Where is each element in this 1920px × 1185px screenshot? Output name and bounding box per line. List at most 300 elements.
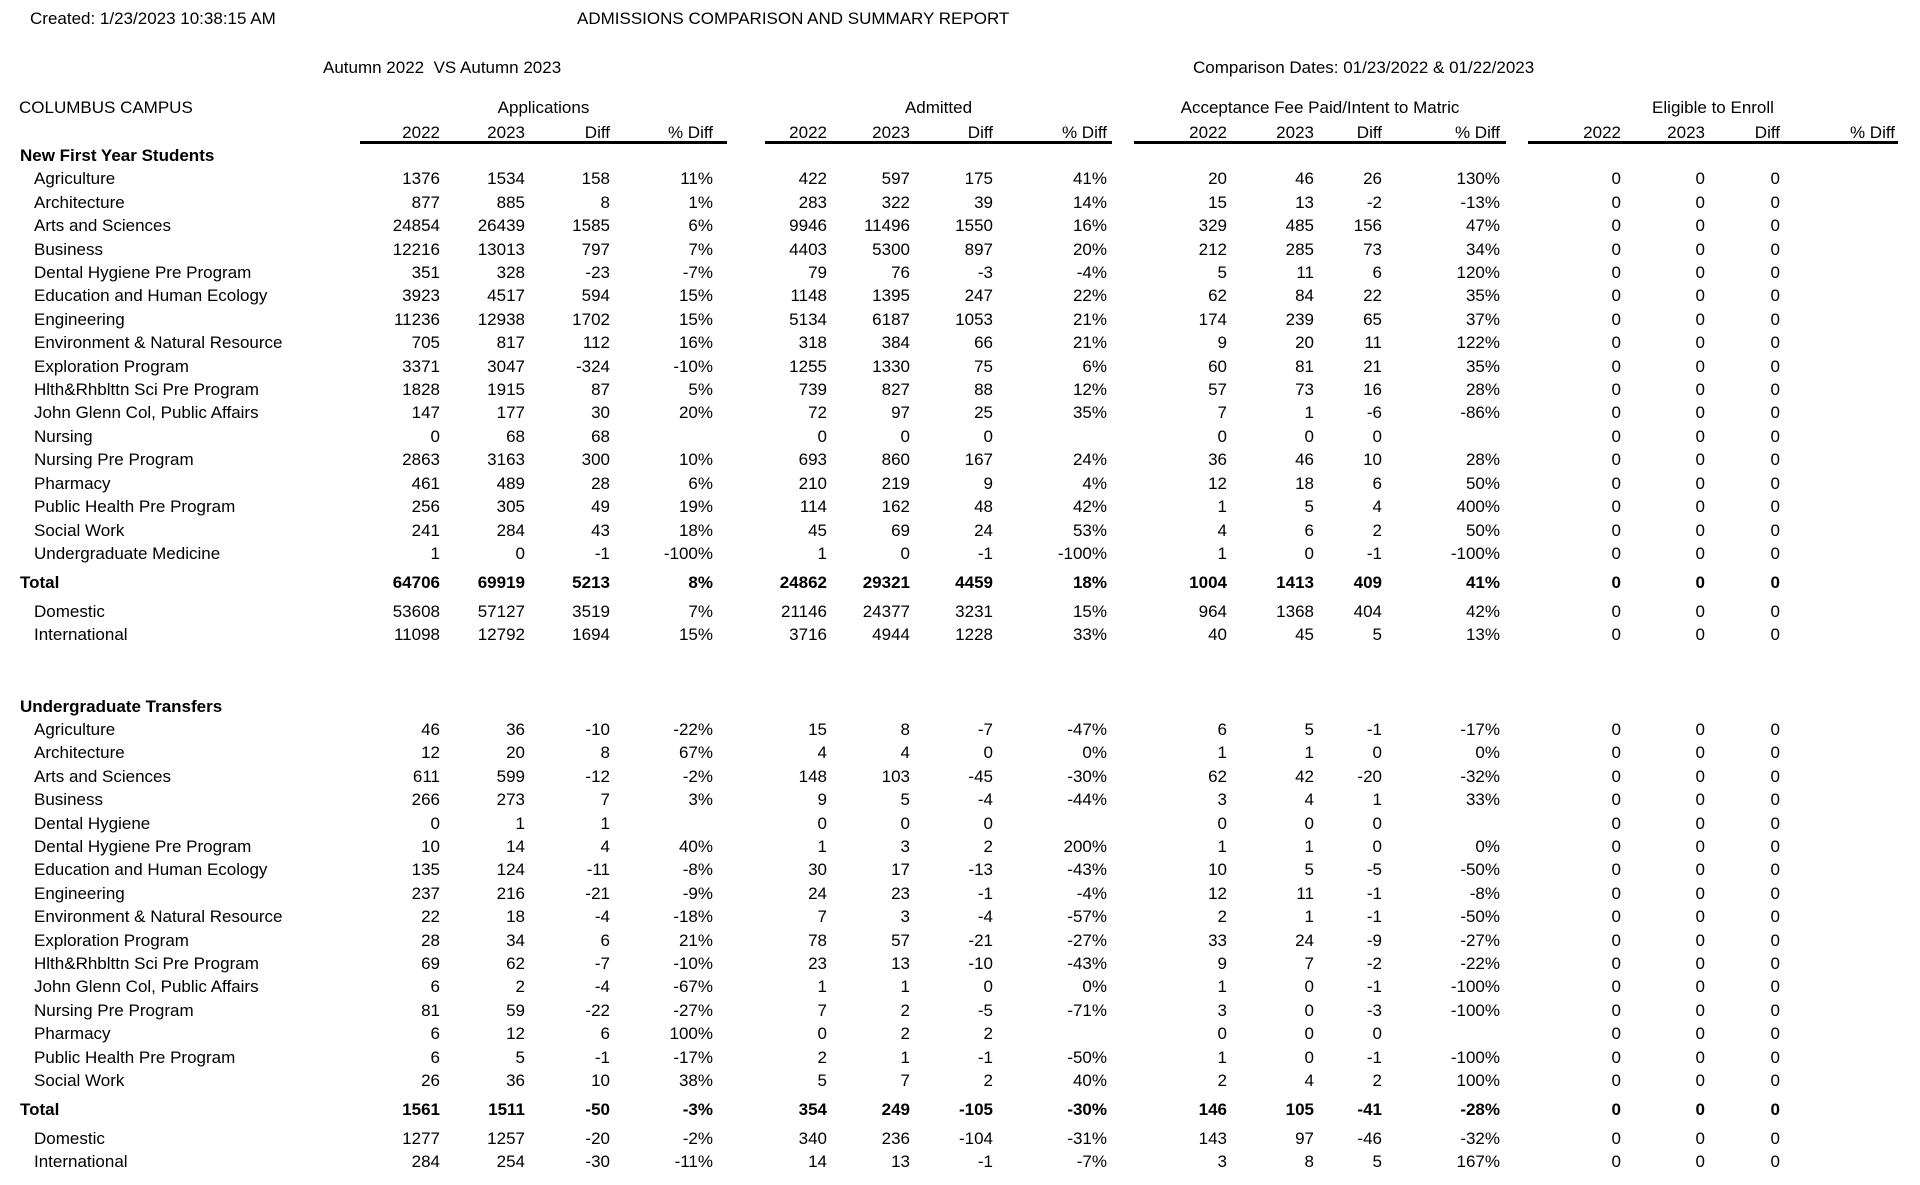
- cell-value: 5%: [688, 380, 713, 400]
- cell-value: [1227, 695, 1314, 718]
- cell-value: 3: [1217, 1000, 1227, 1020]
- cell-value: [1382, 695, 1500, 718]
- cell-value: [610, 425, 713, 448]
- cell-value: 461: [411, 473, 440, 493]
- cell-value: -10: [968, 954, 993, 973]
- cell-value: 16%: [678, 333, 713, 353]
- cell-value: 0: [1770, 1071, 1780, 1091]
- cell-value: 0: [1695, 790, 1705, 810]
- cell-value: 12%: [1072, 380, 1107, 400]
- cell-value: 57127: [477, 601, 525, 621]
- cell-value: 15%: [678, 286, 713, 306]
- cell-value: 5: [1304, 497, 1314, 517]
- cell-value: 46: [1295, 169, 1314, 189]
- table-row: [0, 999, 1895, 1022]
- cell-value: 5300: [872, 239, 910, 259]
- cell-value: 50%: [1465, 473, 1500, 493]
- cell-value: [1705, 695, 1780, 718]
- cell-value: -4: [594, 977, 610, 997]
- cell-value: 0: [900, 813, 910, 833]
- cell-value: 0: [1770, 216, 1780, 236]
- cell-value: [1780, 238, 1895, 261]
- cell-value: [1780, 975, 1895, 998]
- cell-value: 9: [983, 473, 993, 493]
- cell-value: -3: [1366, 1000, 1382, 1020]
- table-row: [0, 1022, 1895, 1045]
- cell-value: [1780, 1022, 1895, 1045]
- table-row: [0, 448, 1895, 471]
- cell-value: -1: [977, 1047, 993, 1067]
- cell-value: 4: [1217, 520, 1227, 540]
- cell-value: 0: [1611, 239, 1621, 259]
- row-label: Nursing Pre Program: [34, 450, 194, 470]
- cell-value: [1780, 999, 1895, 1022]
- cell-value: 26: [1363, 169, 1382, 189]
- cell-value: 36: [1208, 450, 1227, 470]
- cell-value: 0: [1695, 309, 1705, 329]
- cell-value: 5: [1304, 719, 1314, 739]
- cell-value: 62: [506, 954, 525, 973]
- breakdown-row: [0, 1127, 1895, 1150]
- cell-value: [1780, 695, 1895, 718]
- cell-value: 1228: [955, 625, 993, 645]
- row-label: Exploration Program: [34, 356, 189, 376]
- cell-value: 4944: [872, 625, 910, 645]
- cell-value: 13%: [1465, 625, 1500, 645]
- cell-value: 8: [1304, 1152, 1314, 1172]
- cell-value: 0: [1770, 497, 1780, 517]
- cell-value: 40: [1208, 625, 1227, 645]
- cell-value: 0: [1695, 216, 1705, 236]
- cell-value: [1500, 144, 1621, 167]
- cell-value: 200%: [1063, 836, 1107, 856]
- cell-value: 28%: [1465, 450, 1500, 470]
- cell-value: [1780, 191, 1895, 214]
- cell-value: 72: [808, 403, 827, 423]
- cell-value: 4: [817, 743, 827, 763]
- cell-value: 41%: [1072, 169, 1107, 189]
- cell-value: 0: [1611, 450, 1621, 470]
- cell-value: [1621, 695, 1705, 718]
- cell-value: [993, 812, 1107, 835]
- cell-value: 34: [506, 930, 525, 950]
- cell-value: [1382, 425, 1500, 448]
- cell-value: 4517: [487, 286, 525, 306]
- cell-value: 2: [900, 1024, 910, 1044]
- cell-value: 21: [1363, 356, 1382, 376]
- cell-value: 1395: [872, 286, 910, 306]
- cell-value: 8: [600, 192, 610, 212]
- cell-value: 6: [1372, 473, 1382, 493]
- cell-value: 122%: [1456, 333, 1500, 353]
- cell-value: 0: [1695, 356, 1705, 376]
- cell-value: 1561: [402, 1100, 440, 1120]
- cell-value: 0: [1770, 450, 1780, 470]
- cell-value: -1: [594, 1047, 610, 1067]
- cell-value: 0: [1695, 766, 1705, 786]
- cell-value: 3519: [572, 601, 610, 621]
- cell-value: 0: [1372, 1024, 1382, 1044]
- cell-value: 97: [891, 403, 910, 423]
- cell-value: 167: [964, 450, 993, 470]
- cell-value: 24: [974, 520, 993, 540]
- cell-value: 6187: [872, 309, 910, 329]
- cell-value: 28: [591, 473, 610, 493]
- cell-value: -44%: [1067, 790, 1107, 810]
- cell-value: 0: [1770, 239, 1780, 259]
- cell-value: 0: [1695, 192, 1705, 212]
- cell-value: 3%: [688, 790, 713, 810]
- cell-value: 15%: [678, 625, 713, 645]
- cell-value: 50%: [1465, 520, 1500, 540]
- cell-value: 21146: [780, 601, 827, 621]
- row-label: International: [34, 625, 128, 645]
- cell-value: 20: [506, 743, 525, 763]
- cell-value: 14: [506, 836, 525, 856]
- cell-value: -100%: [1450, 1000, 1500, 1020]
- cell-value: 112: [582, 333, 610, 353]
- row-label: Public Health Pre Program: [34, 1047, 236, 1067]
- cell-value: [1780, 284, 1895, 307]
- row-label: Business: [34, 790, 103, 810]
- cell-value: 0: [900, 426, 910, 446]
- cell-value: 24: [1295, 930, 1314, 950]
- cell-value: 79: [808, 263, 827, 283]
- cell-value: -46: [1357, 1128, 1382, 1148]
- cell-value: 0: [1611, 1000, 1621, 1020]
- cell-value: 42: [1295, 766, 1314, 786]
- cell-value: 6: [430, 1047, 440, 1067]
- cell-value: 33%: [1465, 790, 1500, 810]
- cell-value: 0: [1695, 719, 1705, 739]
- comparison-dates: Comparison Dates: 01/23/2022 & 01/22/2023: [1193, 58, 1535, 77]
- cell-value: 0: [1611, 907, 1621, 927]
- cell-value: 0: [1695, 543, 1705, 563]
- cell-value: 0: [1611, 1152, 1621, 1172]
- cell-value: 897: [964, 239, 993, 259]
- cell-value: 14: [808, 1152, 827, 1172]
- cell-value: 0: [1304, 1000, 1314, 1020]
- cell-value: 9: [1217, 333, 1227, 353]
- cell-value: [713, 695, 827, 718]
- cell-value: 30: [591, 403, 610, 423]
- row-label: Architecture: [34, 743, 125, 763]
- cell-value: 0: [1611, 601, 1621, 621]
- cell-value: 167%: [1456, 1152, 1500, 1172]
- cell-value: [1780, 835, 1895, 858]
- cell-value: 4: [1304, 1071, 1314, 1091]
- cell-value: 4: [1372, 497, 1382, 517]
- row-label: Undergraduate Medicine: [34, 543, 221, 563]
- cell-value: 0: [1304, 977, 1314, 997]
- cell-value: 0: [1695, 1000, 1705, 1020]
- cell-value: 2: [817, 1047, 827, 1067]
- cell-value: 47%: [1465, 216, 1500, 236]
- cell-value: 68: [506, 426, 525, 446]
- cell-value: [993, 144, 1107, 167]
- cell-value: 28: [421, 930, 440, 950]
- cell-value: 329: [1198, 216, 1227, 236]
- cell-value: 10%: [678, 450, 713, 470]
- cell-value: 0: [1770, 543, 1780, 563]
- cell-value: -324: [575, 356, 610, 376]
- row-label: Arts and Sciences: [34, 216, 172, 236]
- cell-value: 0: [1695, 497, 1705, 517]
- cell-value: -21: [585, 883, 610, 903]
- row-label: New First Year Students: [20, 146, 215, 165]
- cell-value: -4: [977, 907, 993, 927]
- cell-value: [440, 144, 525, 167]
- cell-value: 0: [1695, 1024, 1705, 1044]
- cell-value: -32%: [1460, 766, 1500, 786]
- cell-value: 0: [1695, 1128, 1705, 1148]
- cell-value: 354: [798, 1100, 827, 1120]
- cell-value: 1828: [402, 380, 440, 400]
- cell-value: -3%: [682, 1100, 713, 1120]
- cell-value: 2: [1217, 1071, 1227, 1091]
- cell-value: 21%: [1072, 333, 1107, 353]
- cell-value: 20: [1208, 169, 1227, 189]
- cell-value: 5: [1372, 1152, 1382, 1172]
- cell-value: 66: [974, 333, 993, 353]
- cell-value: 11: [1296, 883, 1314, 903]
- column-header-2023: 2023: [487, 122, 525, 142]
- cell-value: 20%: [1072, 239, 1107, 259]
- cell-value: -32%: [1460, 1128, 1500, 1148]
- cell-value: 400%: [1456, 497, 1500, 517]
- cell-value: 1915: [487, 380, 525, 400]
- cell-value: 1585: [572, 216, 610, 236]
- admissions-table: [0, 120, 1895, 1174]
- cell-value: 18%: [1072, 573, 1107, 593]
- row-label: Dental Hygiene Pre Program: [34, 263, 252, 283]
- cell-value: 594: [581, 286, 610, 306]
- cell-value: 216: [496, 883, 525, 903]
- cell-value: 0: [1770, 1024, 1780, 1044]
- cell-value: 67%: [678, 743, 713, 763]
- cell-value: [993, 425, 1107, 448]
- cell-value: 35%: [1465, 356, 1500, 376]
- cell-value: 693: [798, 450, 827, 470]
- cell-value: 0: [1611, 1100, 1621, 1120]
- cell-value: 0: [1770, 930, 1780, 950]
- cell-value: [1780, 882, 1895, 905]
- cell-value: 10: [1208, 860, 1227, 880]
- cell-value: 146: [1198, 1100, 1227, 1120]
- cell-value: 0: [1770, 625, 1780, 645]
- cell-value: -8%: [682, 860, 713, 880]
- cell-value: 3231: [955, 601, 993, 621]
- cell-value: 130%: [1456, 169, 1500, 189]
- cell-value: 174: [1198, 309, 1227, 329]
- cell-value: [1780, 952, 1895, 975]
- cell-value: 0: [983, 977, 993, 997]
- cell-value: 0: [1770, 286, 1780, 306]
- cell-value: -1: [1366, 543, 1382, 563]
- cell-value: -86%: [1460, 403, 1500, 423]
- cell-value: 0: [1611, 766, 1621, 786]
- cell-value: 1: [900, 977, 910, 997]
- cell-value: [1780, 1046, 1895, 1069]
- cell-value: -7: [594, 954, 610, 973]
- cell-value: -7%: [682, 263, 713, 283]
- row-label: Agriculture: [34, 169, 116, 189]
- row-label: Hlth&Rhblttn Sci Pre Program: [34, 954, 259, 973]
- cell-value: -1: [977, 883, 993, 903]
- breakdown-row: [0, 623, 1895, 646]
- cell-value: 599: [496, 766, 525, 786]
- cell-value: 1255: [789, 356, 827, 376]
- cell-value: 0: [1372, 813, 1382, 833]
- cell-value: 1004: [1189, 573, 1227, 593]
- cell-value: 1053: [955, 309, 993, 329]
- cell-value: 22: [1363, 286, 1382, 306]
- cell-value: 0: [1770, 601, 1780, 621]
- cell-value: 1148: [790, 286, 827, 306]
- cell-value: 0: [1695, 239, 1705, 259]
- column-header-diff: Diff: [1356, 122, 1382, 142]
- cell-value: 0: [1770, 1128, 1780, 1148]
- cell-value: 73: [1363, 239, 1382, 259]
- cell-value: 0: [1217, 426, 1227, 446]
- cell-value: 1257: [487, 1128, 525, 1148]
- column-header--diff: % Diff: [1061, 122, 1107, 142]
- cell-value: 0: [1611, 473, 1621, 493]
- column-header-2023: 2023: [872, 122, 910, 142]
- cell-value: [827, 695, 910, 718]
- cell-value: [1382, 812, 1500, 835]
- cell-value: 81: [1295, 356, 1314, 376]
- column-header-diff: Diff: [967, 122, 993, 142]
- cell-value: -30%: [1067, 1100, 1107, 1120]
- total-row: [0, 565, 1895, 599]
- sub-header-row: [0, 120, 1895, 144]
- cell-value: -43%: [1067, 860, 1107, 880]
- cell-value: 0: [817, 1024, 827, 1044]
- cell-value: [610, 144, 713, 167]
- cell-value: 20%: [678, 403, 713, 423]
- table-row: [0, 882, 1895, 905]
- cell-value: 7: [1217, 403, 1227, 423]
- cell-value: 14%: [1072, 192, 1107, 212]
- cell-value: [1382, 144, 1500, 167]
- table-row: [0, 542, 1895, 565]
- cell-value: 0: [430, 426, 440, 446]
- cell-value: 0: [1611, 573, 1621, 593]
- cell-value: 0: [1770, 1100, 1780, 1120]
- cell-value: -4%: [1076, 263, 1107, 283]
- cell-value: 2: [1372, 1071, 1382, 1091]
- total-row: [0, 1092, 1895, 1126]
- row-label: John Glenn Col, Public Affairs: [34, 977, 259, 997]
- cell-value: [1780, 1092, 1895, 1126]
- cell-value: [1780, 1150, 1895, 1173]
- cell-value: 13: [891, 1152, 910, 1172]
- cell-value: 12: [506, 1024, 525, 1044]
- cell-value: 384: [881, 333, 910, 353]
- cell-value: 7: [817, 907, 827, 927]
- cell-value: -13%: [1460, 192, 1500, 212]
- cell-value: 100%: [669, 1024, 713, 1044]
- cell-value: [1780, 331, 1895, 354]
- cell-value: 0: [1217, 1024, 1227, 1044]
- cell-value: 4: [1304, 790, 1314, 810]
- cell-value: -100%: [1450, 1047, 1500, 1067]
- cell-value: 36: [506, 719, 525, 739]
- cell-value: 34%: [1465, 239, 1500, 259]
- cell-value: 11236: [393, 309, 440, 329]
- cell-value: 1: [1304, 743, 1314, 763]
- row-label: Undergraduate Transfers: [20, 696, 223, 716]
- cell-value: 87: [591, 380, 610, 400]
- cell-value: -1: [977, 1152, 993, 1172]
- cell-value: 100%: [1456, 1071, 1500, 1091]
- cell-value: 11098: [393, 625, 440, 645]
- group-header-applications: Applications: [497, 98, 590, 117]
- cell-value: [1780, 261, 1895, 284]
- cell-value: [910, 144, 993, 167]
- cell-value: 404: [1353, 601, 1382, 621]
- cell-value: 42%: [1465, 601, 1500, 621]
- cell-value: 0%: [1475, 743, 1500, 763]
- cell-value: 273: [496, 790, 525, 810]
- cell-value: 6: [600, 1024, 610, 1044]
- cell-value: 7: [1304, 954, 1314, 973]
- cell-value: 148: [798, 766, 827, 786]
- cell-value: 0: [1304, 426, 1314, 446]
- cell-value: -100%: [1450, 543, 1500, 563]
- cell-value: 4403: [789, 239, 827, 259]
- cell-value: 1: [1217, 1047, 1227, 1067]
- table-row: [0, 929, 1895, 952]
- cell-value: 5: [1217, 263, 1227, 283]
- cell-value: 0: [1770, 309, 1780, 329]
- cell-value: 0: [1611, 954, 1621, 973]
- cell-value: [525, 695, 610, 718]
- cell-value: -1: [1366, 883, 1382, 903]
- breakdown-row: [0, 600, 1895, 623]
- cell-value: 340: [798, 1128, 827, 1148]
- cell-value: 885: [496, 192, 525, 212]
- cell-value: 135: [411, 860, 440, 880]
- row-label: Agriculture: [34, 719, 116, 739]
- cell-value: 1550: [955, 216, 993, 236]
- cell-value: 0: [817, 426, 827, 446]
- cell-value: [1621, 144, 1705, 167]
- cell-value: 65: [1363, 309, 1382, 329]
- cell-value: [1780, 401, 1895, 424]
- cell-value: [440, 695, 525, 718]
- cell-value: -1: [1366, 1047, 1382, 1067]
- cell-value: 0: [1304, 813, 1314, 833]
- cell-value: 827: [881, 380, 910, 400]
- cell-value: 3716: [789, 625, 827, 645]
- cell-value: 53608: [392, 601, 440, 621]
- column-header-2022: 2022: [1583, 122, 1621, 142]
- cell-value: 1: [1217, 497, 1227, 517]
- cell-value: [1107, 695, 1227, 718]
- cell-value: [1780, 472, 1895, 495]
- cell-value: 489: [496, 473, 525, 493]
- cell-value: 597: [881, 169, 910, 189]
- column-header--diff: % Diff: [1849, 122, 1895, 142]
- cell-value: 57: [1208, 380, 1227, 400]
- cell-value: 0: [1695, 169, 1705, 189]
- cell-value: 23: [808, 954, 827, 973]
- cell-value: 0: [1611, 380, 1621, 400]
- cell-value: 21%: [678, 930, 713, 950]
- cell-value: 0: [1770, 169, 1780, 189]
